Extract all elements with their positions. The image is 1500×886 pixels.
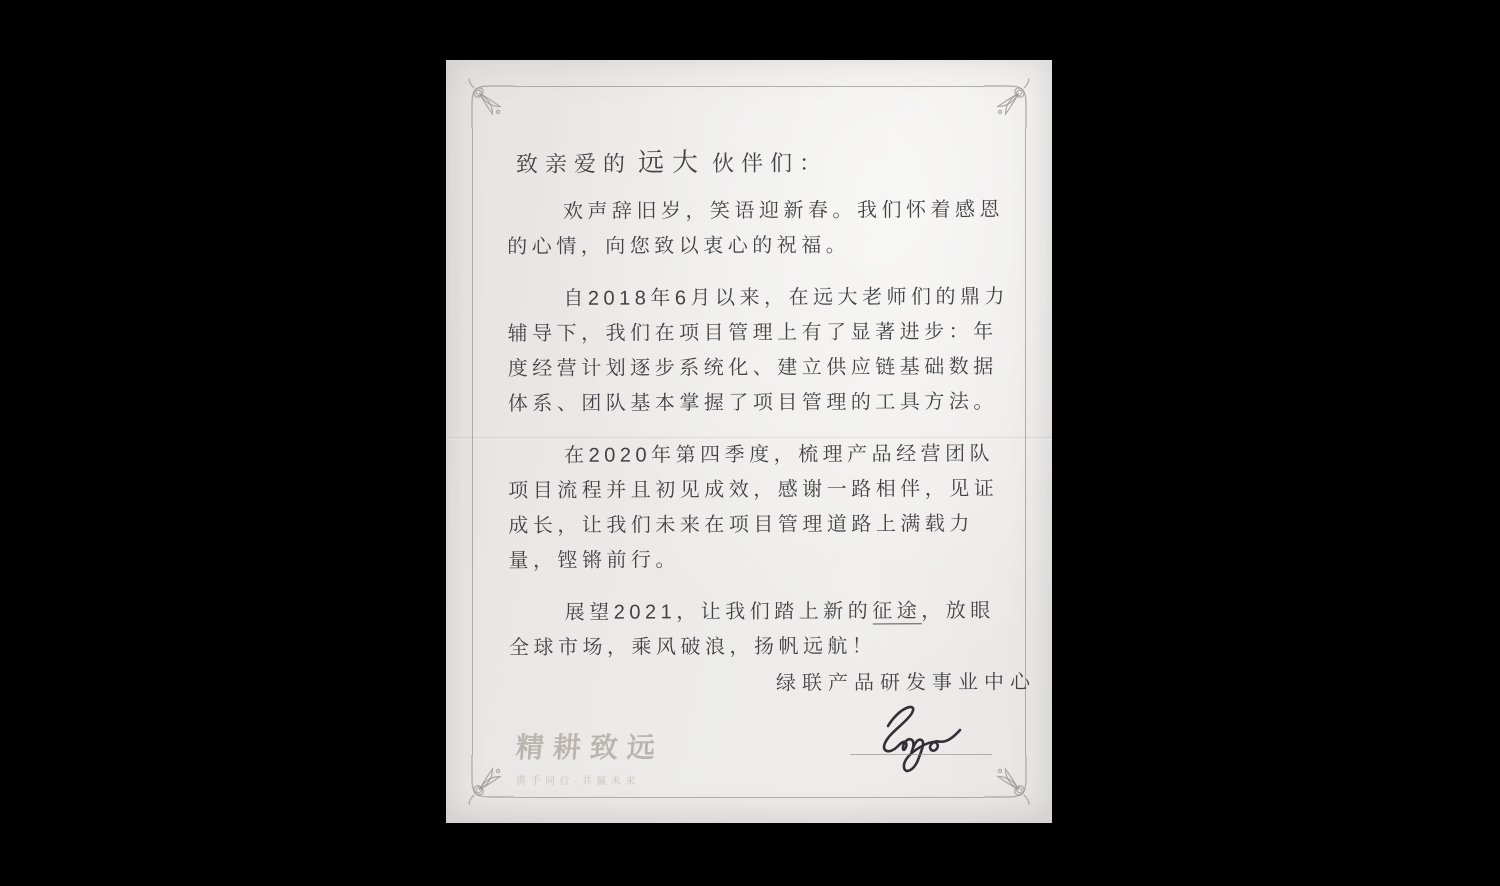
frame-left-line: [472, 128, 473, 755]
closing-underlined-word: 征途: [872, 600, 922, 623]
salutation-company-emphasis: 远大: [637, 146, 707, 178]
paragraph-progress: 自2018年6月以来，在远大老师们的鼎力辅导下，我们在项目管理上有了显著进步：年度经营计划逐步系统化、建立供应链基础数据体系、团队基本掌握了项目管理的工具方法。: [507, 285, 1010, 416]
frame-right-line: [1025, 128, 1026, 755]
signoff-department: 绿联产品研发事业中心: [775, 671, 1037, 695]
salutation: [516, 141, 828, 179]
paragraph-outlook: [509, 594, 1011, 666]
stationery-watermark: [516, 726, 664, 787]
corner-flourish-icon: [458, 755, 514, 811]
watermark-subtitle: 携手同行·共赢未来: [516, 776, 640, 787]
watermark-slogan: 精耕致远: [514, 731, 666, 764]
letter-body: [507, 193, 1011, 683]
letter-paper: [446, 60, 1052, 823]
handwritten-signature: [854, 696, 984, 778]
paragraph-q4-results: 在2020年第四季度，梳理产品经营团队项目流程并且初见成效，感谢一路相伴，见证成长，让我们未来在项目管理道路上满载力量，铿锵前行。: [508, 442, 999, 573]
corner-flourish-icon: [984, 72, 1040, 128]
corner-flourish-icon: [458, 72, 514, 128]
frame-top-line: [514, 86, 984, 87]
paragraph-greeting: 欢声辞旧岁，笑语迎新春。我们怀着感恩的心情，向您致以衷心的祝福。: [507, 198, 1005, 259]
salutation-suffix: 伙伴们：: [711, 150, 829, 176]
frame-bottom-line: [514, 797, 984, 798]
corner-flourish-icon: [984, 755, 1040, 811]
salutation-prefix: 致亲爱的: [515, 151, 633, 177]
signature-underline: [850, 754, 992, 755]
closing-pre: 展望2021，让我们踏上新的: [564, 600, 873, 624]
closing-post: ，放眼全球市场，乘风破浪，扬帆远航！: [508, 599, 995, 660]
